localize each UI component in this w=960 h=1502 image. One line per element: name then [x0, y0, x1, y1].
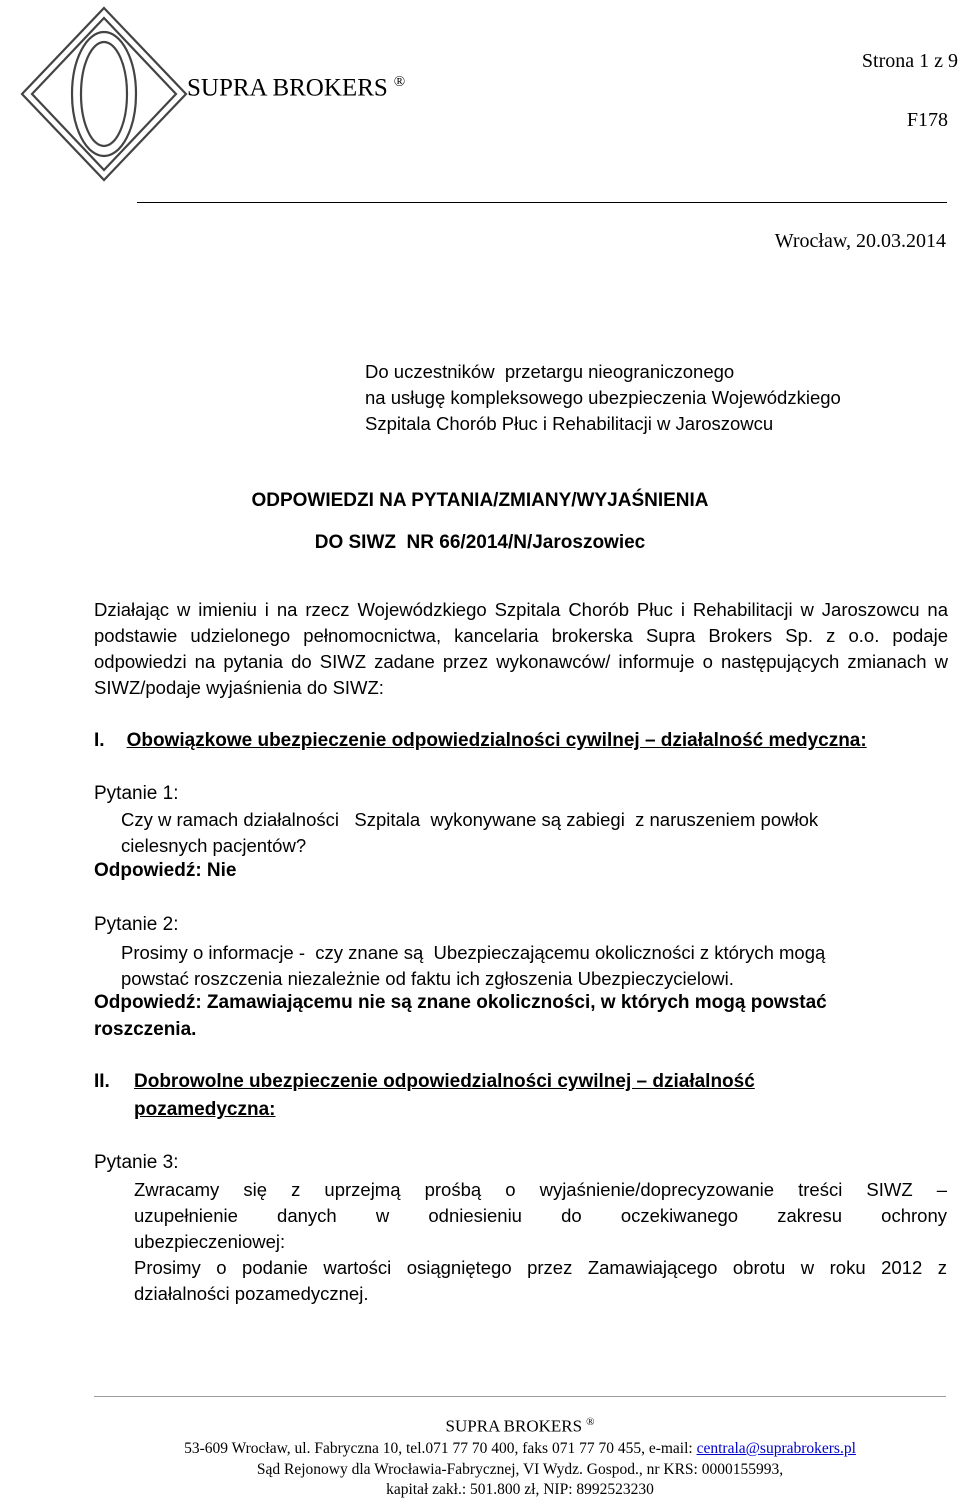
question-2-text-cont: powstać roszczenia niezależnie od faktu ich zgłoszenia Ubezpieczycielowi.	[121, 968, 734, 989]
addressee-line: Szpitala Chorób Płuc i Rehabilitacji w Jaroszowcu	[365, 413, 774, 434]
header-divider	[137, 202, 947, 203]
addressee-line: Do uczestników przetargu nieograniczonego	[365, 361, 735, 382]
question-3-label: Pytanie 3:	[94, 1152, 179, 1173]
addressee-line: na usługę kompleksowego ubezpieczenia Wojewódzkiego	[365, 387, 841, 408]
header-brand: SUPRA BROKERS ®	[187, 74, 406, 102]
question-1-label: Pytanie 1:	[94, 783, 179, 804]
question-1-text: Czy w ramach działalności Szpitala wykonywane są zabiegi z naruszeniem powłok	[121, 809, 819, 830]
section-number: II.	[94, 1071, 110, 1092]
question-3-text: ubezpieczeniowej:	[134, 1231, 286, 1252]
footer-capital: kapitał zakł.: 501.800 zł, NIP: 8992523230	[386, 1481, 654, 1498]
intro-paragraph: Działając w imieniu i na rzecz Wojewódzkiego Szpitala Chorób Płuc i Rehabilitacji w Jaroszowcu na podstawie udzielonego pełnomocnictwa, kancelaria brokerska Supra Brokers Sp. z o.o. podaje odpowiedzi na pytania do SIWZ zadane przez wykonawców/ informuje o następujących zmianach w SIWZ/podaje wyjaśnienia do SIWZ:	[94, 599, 948, 698]
section-1-heading	[94, 730, 954, 752]
question-3-text: Zwracamy się z uprzejmą prośbą o wyjaśnienie/doprecyzowanie treści SIWZ –	[134, 1179, 947, 1200]
answer-2: Odpowiedź: Zamawiającemu nie są znane okoliczności, w których mogą powstać	[94, 992, 827, 1013]
addressee-block	[365, 359, 841, 437]
page-number: Strona 1 z 9	[861, 50, 958, 72]
footer-email-link[interactable]: centrala@suprabrokers.pl	[696, 1440, 856, 1457]
section-title: Obowiązkowe ubezpieczenie odpowiedzialności cywilnej – działalność medyczna:	[126, 730, 867, 751]
registered-mark: ®	[393, 74, 406, 90]
question-3-text: uzupełnienie danych w odniesieniu do oczekiwanego zakresu ochrony	[134, 1205, 947, 1226]
question-2-label: Pytanie 2:	[94, 914, 179, 935]
letter-date: Wrocław, 20.03.2014	[774, 230, 946, 252]
answer-2-cont: roszczenia.	[94, 1019, 197, 1040]
footer-brand: SUPRA BROKERS ®	[445, 1416, 595, 1436]
question-1-text-cont: cielesnych pacjentów?	[121, 835, 307, 856]
section-number: I.	[94, 730, 105, 751]
footer-court: Sąd Rejonowy dla Wrocławia-Fabrycznej, VI Wydz. Gospod., nr KRS: 0000155993,	[256, 1461, 784, 1478]
answer-1: Odpowiedź: Nie	[94, 860, 237, 881]
footer-divider	[94, 1396, 946, 1397]
form-code: F178	[906, 109, 948, 131]
document-title-line2: DO SIWZ NR 66/2014/N/Jaroszowiec	[314, 532, 646, 553]
supra-brokers-logo	[18, 5, 190, 183]
document-title-line1: ODPOWIEDZI NA PYTANIA/ZMIANY/WYJAŚNIENIA	[251, 490, 709, 511]
section-2-title: Dobrowolne ubezpieczenie odpowiedzialności cywilnej – działalność	[134, 1071, 755, 1092]
footer-contact: 53-609 Wrocław, ul. Fabryczna 10, tel.071 77 70 400, faks 071 77 70 455, e-mail: centrala@suprabrokers.pl	[184, 1440, 856, 1457]
section-2-title-cont: pozamedyczna:	[134, 1099, 276, 1120]
question-3-text: Prosimy o podanie wartości osiągniętego przez Zamawiającego obrotu w roku 2012 z	[134, 1257, 947, 1278]
question-2-text: Prosimy o informacje - czy znane są Ubezpieczającemu okoliczności z których mogą	[121, 942, 826, 963]
registered-mark: ®	[586, 1416, 595, 1428]
question-3-text: działalności pozamedycznej.	[134, 1283, 369, 1304]
